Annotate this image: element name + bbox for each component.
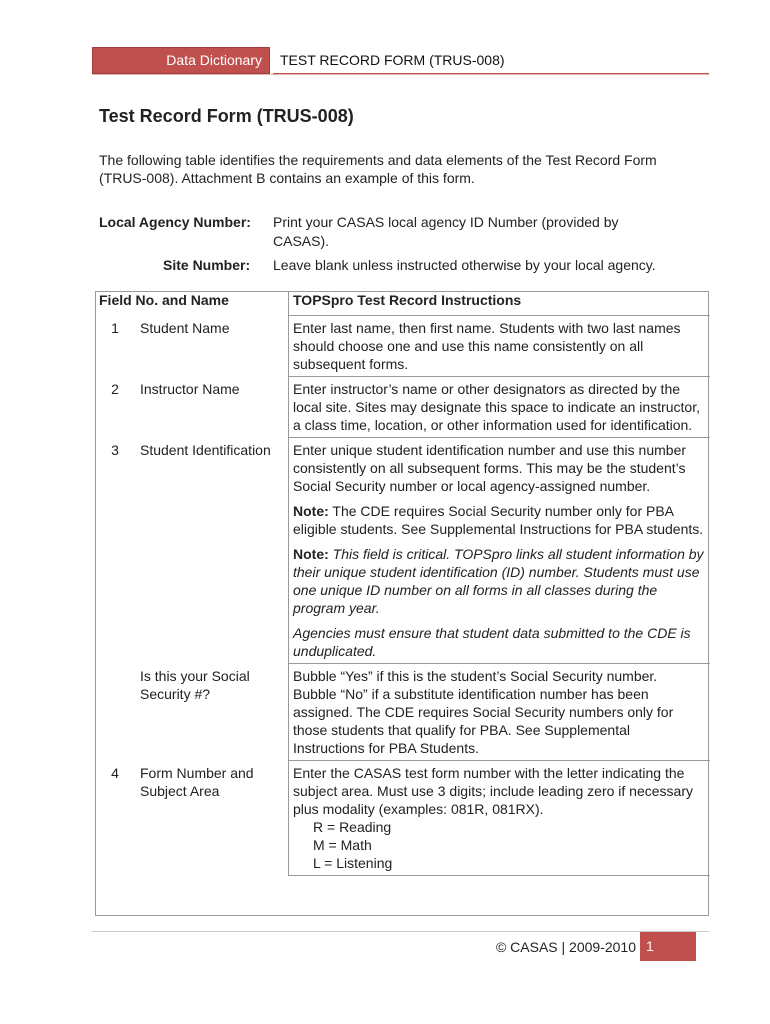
instruction-text: Enter unique student identification number and use this number consistently on all subsequent forms. This may be the student’s Social Security number or local agency-assigned number. — [293, 442, 687, 494]
table-row — [95, 761, 710, 876]
field-number: 3 — [111, 441, 119, 458]
site-number-text: Leave blank unless instructed otherwise by your local agency. — [273, 257, 656, 273]
table-row — [95, 377, 710, 438]
note-critical-field — [293, 545, 704, 617]
field-number: 1 — [111, 319, 119, 336]
local-agency-text-line2: CASAS). — [273, 233, 330, 249]
note-text: The CDE requires Social Security number only for PBA eligible students. See Supplemental Instructions for PBA students. — [293, 503, 704, 537]
table-row — [95, 316, 710, 377]
field-instructions-table — [95, 291, 710, 876]
field-name: Student Identification — [140, 441, 271, 458]
note-label: Note: — [293, 503, 329, 519]
field-instructions — [289, 377, 711, 438]
running-header — [92, 47, 709, 74]
subject-code: M = Math — [313, 837, 372, 853]
header-section-tab: Data Dictionary — [92, 47, 270, 74]
field-instructions — [289, 761, 711, 876]
note-text: Agencies must ensure that student data submitted to the CDE is unduplicated. — [293, 625, 691, 659]
subject-code: L = Listening — [313, 855, 393, 871]
field-number: 2 — [111, 380, 119, 397]
instruction-text: Enter last name, then first name. Students with two last names should choose one and use this name consistently on all subsequent forms. — [293, 320, 681, 372]
footer-rule — [92, 931, 709, 932]
note-cde-requirement — [293, 502, 704, 538]
page-number: 1 — [640, 932, 696, 961]
instruction-text: Enter instructor’s name or other designators as directed by the local site. Sites may designate this space to indicate an instructor, a class time, location, or other information used for identification. — [293, 381, 700, 433]
note-label: Note: — [293, 546, 329, 562]
header-document-title: TEST RECORD FORM (TRUS-008) — [280, 52, 505, 68]
field-name: Student Name — [140, 319, 230, 336]
page-title: Test Record Form (TRUS-008) — [99, 106, 354, 126]
local-agency-label: Local Agency Number: — [99, 214, 251, 230]
table-header-row — [95, 291, 710, 316]
header-underline — [92, 74, 709, 75]
instruction-text: Bubble “Yes” if this is the student’s Social Security number. Bubble “No” if a substitute identification number has been assigned. The CDE requires Social Security numbers only for those students that qualify for PBA. See Supplemental Instructions for PBA Students. — [293, 668, 674, 756]
field-instructions — [289, 316, 711, 377]
field-name: Is this your Social Security #? — [140, 667, 250, 702]
header-tab-gap — [270, 47, 273, 74]
intro-paragraph: The following table identifies the requirements and data elements of the Test Record Form (TRUS-008). Attachment B contains an example of this form. — [99, 152, 657, 186]
footer-copyright: © CASAS | 2009-2010 — [495, 939, 636, 955]
note-text: This field is critical. TOPSpro links all student information by their unique student identification (ID) number. Students must use one unique ID number on all forms in all classes during the program year. — [293, 546, 704, 616]
subject-code: R = Reading — [313, 819, 392, 835]
note-unduplicated — [293, 624, 704, 660]
site-number-label: Site Number: — [163, 257, 251, 273]
field-instructions — [289, 664, 711, 761]
field-name: Instructor Name — [140, 380, 240, 397]
field-name: Form Number and Subject Area — [140, 764, 254, 799]
column-header-instructions: TOPSpro Test Record Instructions — [289, 291, 711, 316]
field-number — [95, 664, 135, 761]
table-row — [95, 438, 710, 664]
field-instructions — [289, 438, 711, 664]
table-row — [95, 664, 710, 761]
local-agency-text-line1: Print your CASAS local agency ID Number (provided by — [273, 214, 619, 230]
instruction-text: Enter the CASAS test form number with the letter indicating the subject area. Must use 3 digits; include leading zero if necessary plus modality (examples: 081R, 081RX). — [293, 765, 693, 817]
column-header-field: Field No. and Name — [99, 292, 229, 308]
field-number: 4 — [111, 764, 119, 781]
